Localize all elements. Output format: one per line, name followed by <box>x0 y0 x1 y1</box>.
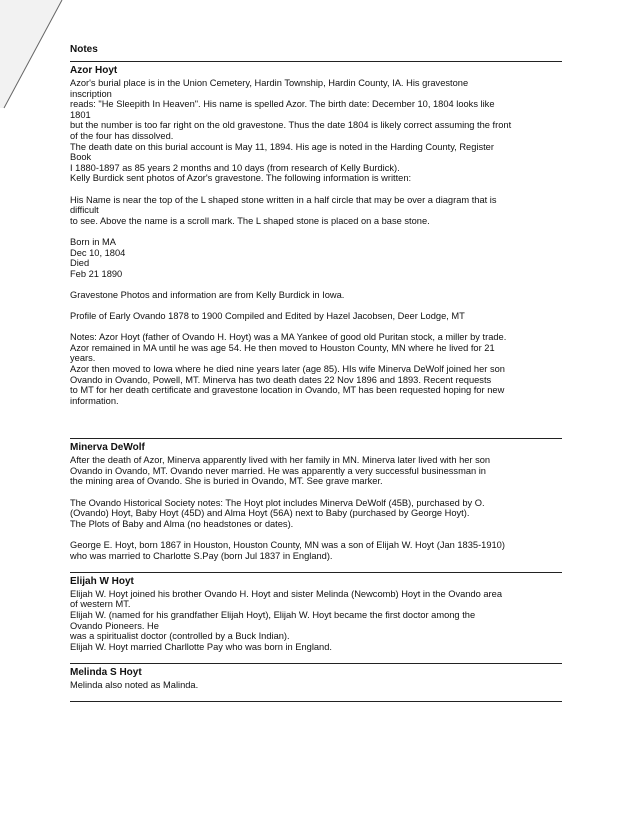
blank-line <box>70 406 562 417</box>
text-line: the mining area of Ovando. She is buried in Ovando, MT. See grave marker. <box>70 476 383 487</box>
text-line: Profile of Early Ovando 1878 to 1900 Compiled and Edited by Hazel Jacobsen, Deer Lodge, MT <box>70 311 465 322</box>
text-line: of western MT. <box>70 599 131 610</box>
text-line: Ovando in Ovando, Powell, MT. Minerva has two death dates 22 Nov 1896 and 1893. Recent requests <box>70 374 492 385</box>
text-line: was a spiritualist doctor (controlled by a Buck Indian). <box>70 631 290 642</box>
text-line: Elijah W. Hoyt married Charllotte Pay who was born in England. <box>70 641 332 652</box>
note-section <box>70 663 562 701</box>
text-line: of the four has dissolved. <box>70 130 174 141</box>
text-line: The Ovando Historical Society notes: The Hoyt plot includes Minerva DeWolf (45B), purchased by O. <box>70 497 485 508</box>
blank-line <box>70 690 562 701</box>
section-divider <box>70 663 562 664</box>
note-section <box>70 61 562 438</box>
page-title: Notes <box>70 44 98 55</box>
text-line: inscription <box>70 88 112 99</box>
section-divider <box>70 572 562 573</box>
text-line: years. <box>70 353 96 364</box>
blank-line <box>70 529 562 540</box>
text-line: George E. Hoyt, born 1867 in Houston, Houston County, MN was a son of Elijah W. Hoyt (Jan 1835-1910) <box>70 539 505 550</box>
text-line: Kelly Burdick sent photos of Azor's gravestone. The following information is written: <box>70 173 412 184</box>
text-line: Azor remained in MA until he was age 54. He then moved to Houston County, MN where he lived for 21 <box>70 342 495 353</box>
text-line: His Name is near the top of the L shaped stone written in a half circle that may be over a diagram that is <box>70 194 497 205</box>
text-line: Azor's burial place is in the Union Cemetery, Hardin Township, Hardin County, IA. His gravestone <box>70 78 469 88</box>
blank-line <box>70 226 562 237</box>
text-line: Ovando Pioneers. He <box>70 620 159 631</box>
text-line: (Ovando) Hoyt, Baby Hoyt (45D) and Alma Hoyt (56A) next to Baby (purchased by George Hoyt). <box>70 508 470 519</box>
section-title: Elijah W Hoyt <box>70 575 134 587</box>
text-line: Book <box>70 152 92 163</box>
text-line: information. <box>70 395 119 406</box>
folded-corner-shadow <box>0 0 80 110</box>
text-line: but the number is too far right on the old gravestone. Thus the date 1804 is likely correct assuming the front <box>70 120 512 131</box>
text-line: Feb 21 1890 <box>70 268 123 279</box>
blank-line <box>70 322 562 333</box>
text-line: Melinda also noted as Malinda. <box>70 679 199 690</box>
section-title: Minerva DeWolf <box>70 442 145 454</box>
text-line: Gravestone Photos and information are from Kelly Burdick in Iowa. <box>70 289 345 300</box>
blank-line <box>70 561 562 572</box>
text-line: Elijah W. Hoyt joined his brother Ovando H. Hoyt and sister Melinda (Newcomb) Hoyt in the Ovando area <box>70 588 502 599</box>
text-line: to MT for her death certificate and gravestone location in Ovando, MT has been requested hoping for new <box>70 385 505 396</box>
blank-line <box>70 417 562 428</box>
text-line: Notes: Azor Hoyt (father of Ovando H. Hoyt) was a MA Yankee of good old Puritan stock, a miller by trade. <box>70 332 507 343</box>
text-line: Azor then moved to Iowa where he died nine years later (age 85). HIs wife Minerva DeWolf joined her son <box>70 364 505 375</box>
blank-line <box>70 428 562 439</box>
text-line: After the death of Azor, Minerva apparently lived with her family in MN. Minerva later lived with her son <box>70 455 491 466</box>
text-line: The death date on this burial account is May 11, 1894. His age is noted in the Harding County, Register <box>70 141 494 152</box>
text-line: Born in MA <box>70 236 116 247</box>
section-title: Azor Hoyt <box>70 65 118 76</box>
blank-line <box>70 487 562 498</box>
section-divider <box>70 61 562 62</box>
section-title: Melinda S Hoyt <box>70 666 142 678</box>
blank-line <box>70 279 562 290</box>
text-line: who was married to Charlotte S.Pay (born Jul 1837 in England). <box>70 550 333 561</box>
notes-content <box>70 44 562 702</box>
text-line: Died <box>70 258 90 269</box>
note-section <box>70 572 562 663</box>
notes-sections <box>70 61 562 702</box>
text-line: I 1880-1897 as 85 years 2 months and 10 days (from research of Kelly Burdick). <box>70 162 400 173</box>
text-line: Elijah W. (named for his grandfather Elijah Hoyt), Elijah W. Hoyt became the first doctor among the <box>70 609 476 620</box>
section-divider <box>70 701 562 702</box>
section-divider <box>70 438 562 439</box>
text-line: difficult <box>70 205 99 216</box>
text-line: reads: "He Sleepith In Heaven". His name is spelled Azor. The birth date: December 10, 1804 looks like <box>70 99 495 110</box>
text-line: Dec 10, 1804 <box>70 247 126 258</box>
text-line: Ovando in Ovando, MT. Ovando never married. He was apparently a very successful businessman in <box>70 465 486 476</box>
text-line: The Plots of Baby and Alma (no headstones or dates). <box>70 518 294 529</box>
blank-line <box>70 184 562 195</box>
note-section <box>70 438 562 572</box>
blank-line <box>70 652 562 663</box>
blank-line <box>70 300 562 311</box>
text-line: to see. Above the name is a scroll mark. The L shaped stone is placed on a base stone. <box>70 215 430 226</box>
text-line: 1801 <box>70 109 91 120</box>
